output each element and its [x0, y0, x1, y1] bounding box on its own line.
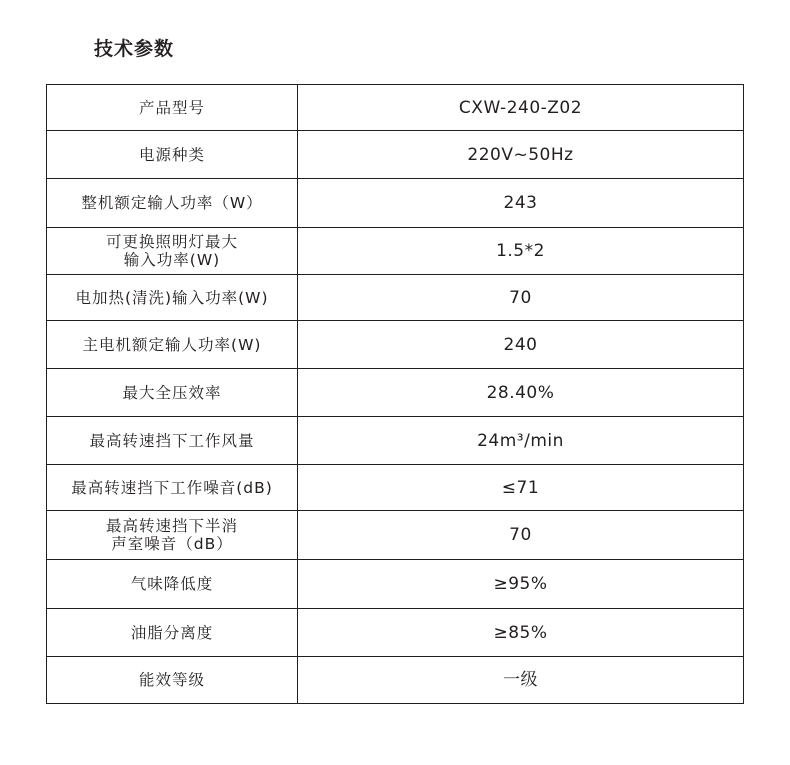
spec-table	[46, 84, 744, 704]
row-label: 最高转速挡下工作风量	[47, 417, 298, 465]
row-label: 最高转速挡下工作噪音(dB)	[47, 465, 298, 511]
table-row	[47, 609, 744, 657]
row-label: 气味降低度	[47, 560, 298, 609]
row-label: 最大全压效率	[47, 369, 298, 417]
row-value: 220V~50Hz	[298, 131, 744, 179]
row-value: ≤71	[298, 465, 744, 511]
row-value: ≥95%	[298, 560, 744, 609]
row-value: 一级	[298, 657, 744, 704]
row-label: 电加热(清洗)输入功率(W)	[47, 275, 298, 321]
row-value: 1.5*2	[298, 228, 744, 275]
row-value: 70	[298, 275, 744, 321]
row-value: 240	[298, 321, 744, 369]
row-label-line2: 声室噪音（dB）	[111, 535, 233, 553]
table-row	[47, 85, 744, 131]
table-row	[47, 657, 744, 704]
row-value: CXW-240-Z02	[298, 85, 744, 131]
row-label: 能效等级	[47, 657, 298, 704]
row-label: 产品型号	[47, 85, 298, 131]
row-value: ≥85%	[298, 609, 744, 657]
row-value: 24m³/min	[298, 417, 744, 465]
row-value: 70	[298, 511, 744, 560]
table-row	[47, 275, 744, 321]
page-title: 技术参数	[94, 38, 175, 60]
row-value: 28.40%	[298, 369, 744, 417]
row-label-line1: 最高转速挡下半消	[105, 517, 238, 535]
table-row	[47, 511, 744, 560]
table-row	[47, 560, 744, 609]
row-label-line1: 可更换照明灯最大	[105, 233, 238, 251]
table-row	[47, 179, 744, 228]
row-label: 电源种类	[47, 131, 298, 179]
table-row	[47, 417, 744, 465]
table-row	[47, 369, 744, 417]
row-label: 整机额定输人功率（W）	[47, 179, 298, 228]
row-label	[47, 511, 298, 560]
row-label: 油脂分离度	[47, 609, 298, 657]
row-label: 主电机额定输人功率(W)	[47, 321, 298, 369]
table-row	[47, 131, 744, 179]
row-label-line2: 输入功率(W)	[123, 251, 221, 269]
table-row	[47, 228, 744, 275]
table-row	[47, 321, 744, 369]
table-row	[47, 465, 744, 511]
row-value: 243	[298, 179, 744, 228]
row-label	[47, 228, 298, 275]
